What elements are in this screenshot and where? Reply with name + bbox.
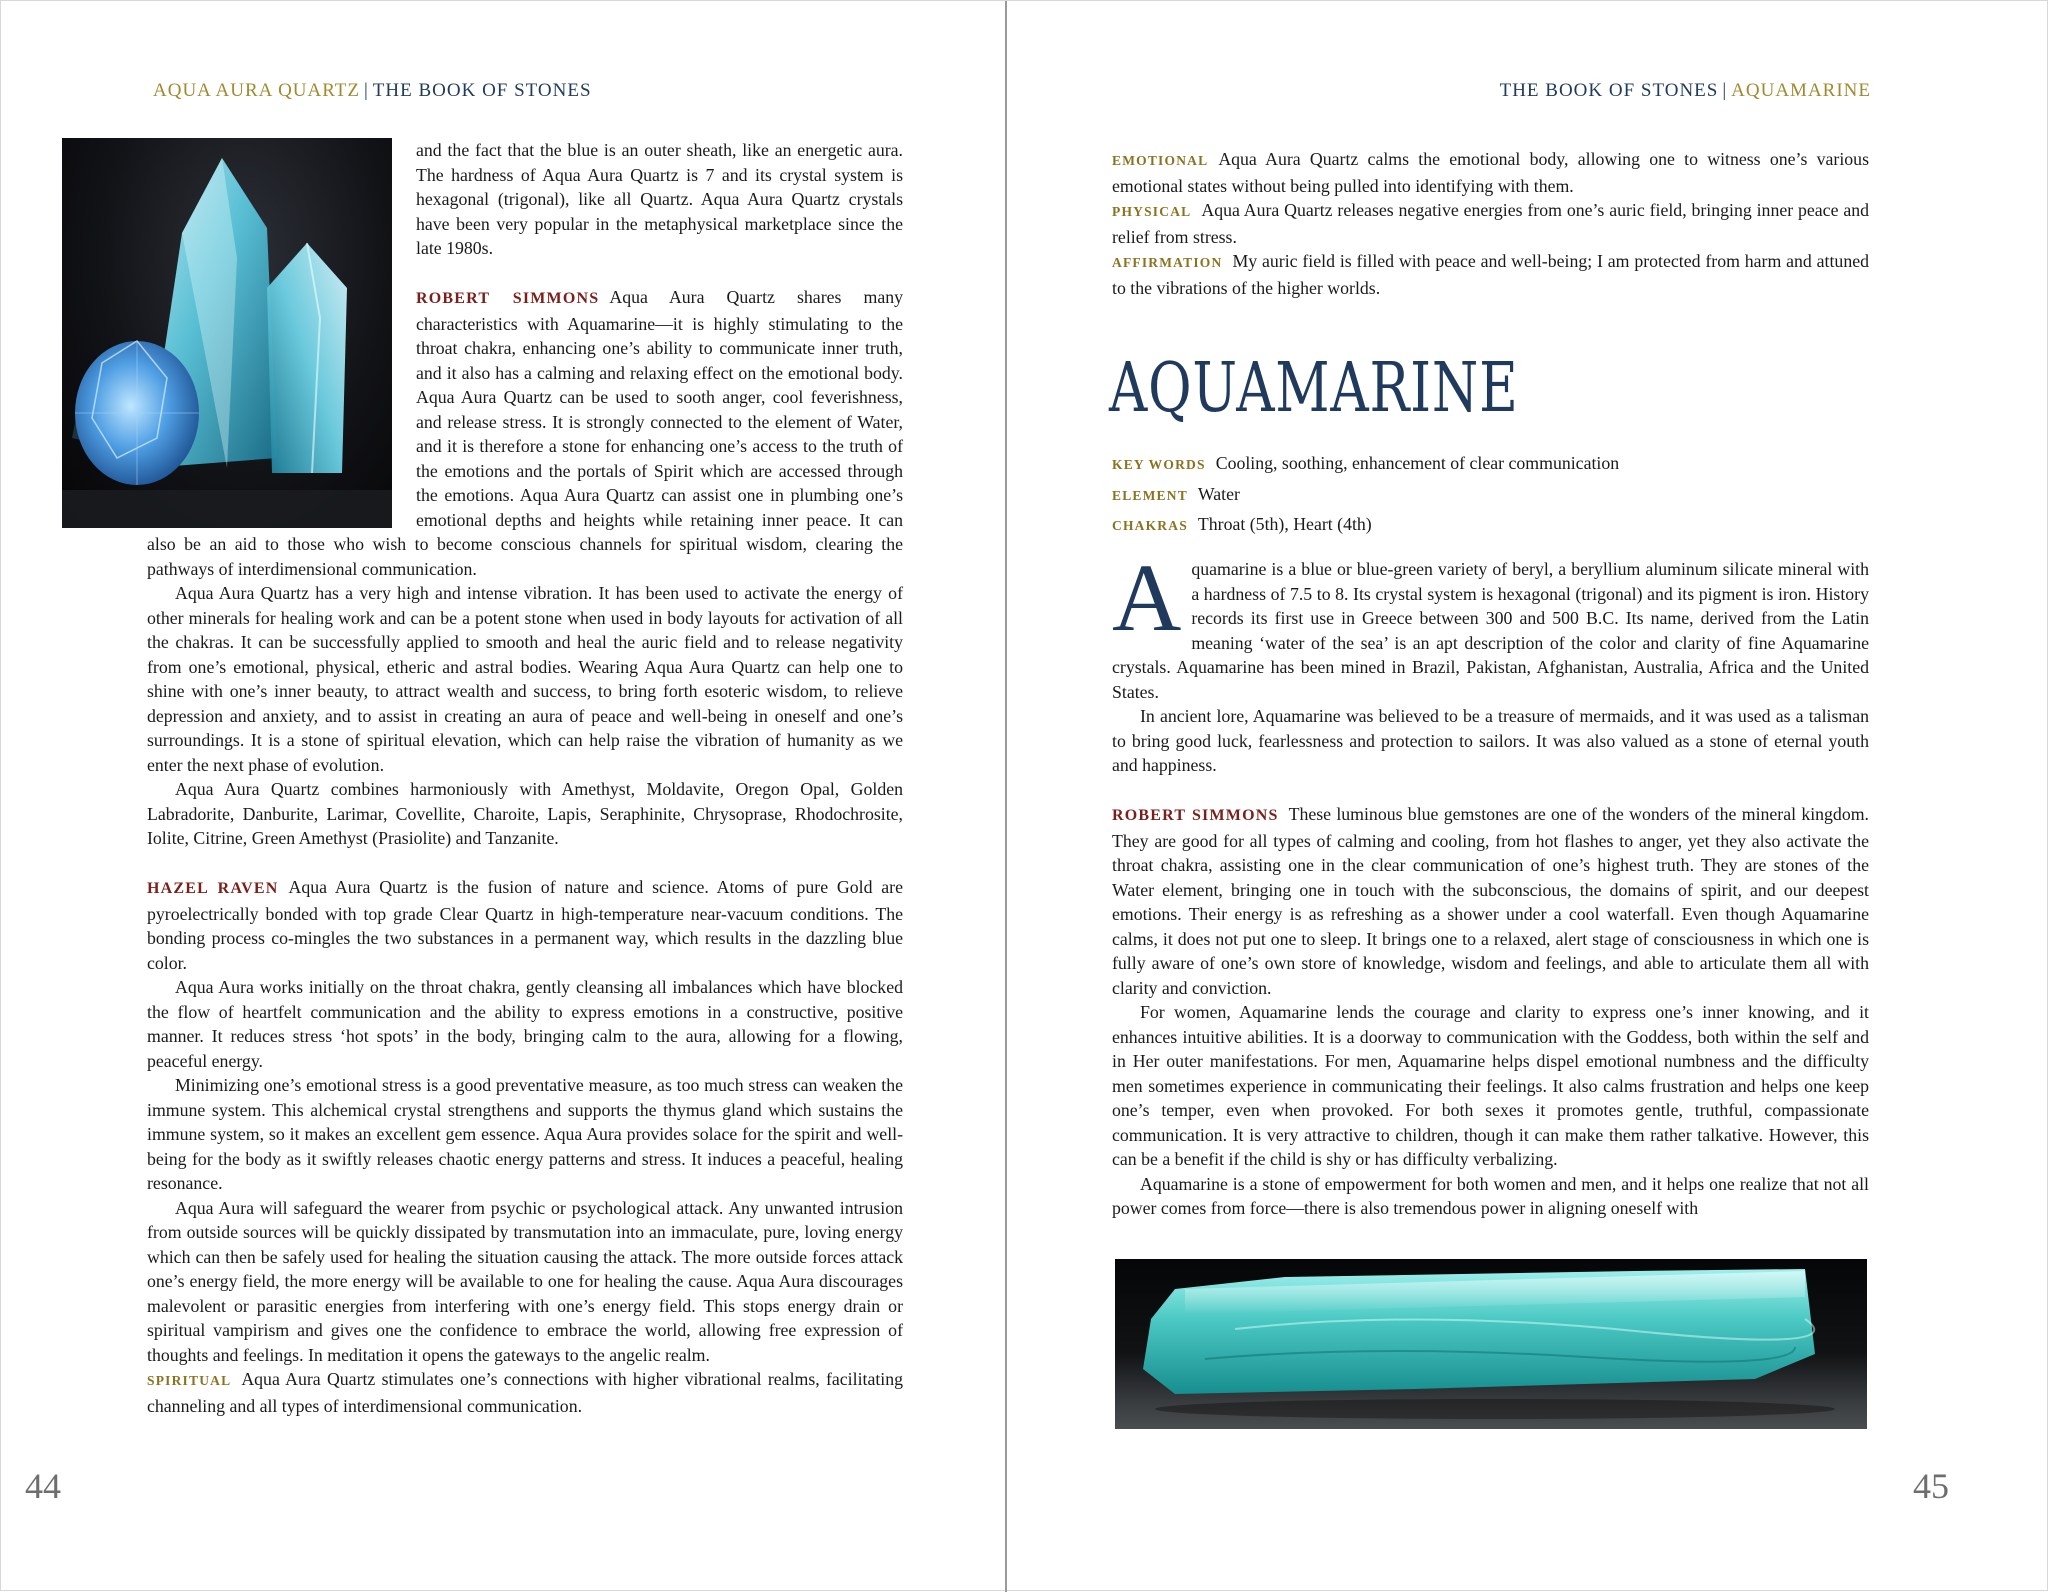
- robert-simmons-text-1: Aqua Aura Quartz shares many characteristics with Aquamarine—it is highly stimulating to the throat chakra, enhancing one’s ability to communicate inner truth, and it also has a calming and relaxing effect on the emotional body. Aqua Aura Quartz can be used to sooth anger, cool feverishness, and release stress. It is strongly connected to the element of Water, and it is therefore a stone for enhancing one’s access to the truth of the emotions and the portals of Spirit which are accessed through the emotions. Aqua Aura Quartz can assist one in plumbing one’s emotional depths and heights while retaining inner peace. It can also be an aid to those who wish to become conscious channels for spiritual wisdom, clearing the pathways of interdimensional communication.: [147, 287, 903, 579]
- aquamarine-robert-simmons-paragraph-1: [1112, 802, 1869, 1000]
- emotional-text: Aqua Aura Quartz calms the emotional body, allowing one to witness one’s various emotional states without being pulled into identifying with them.: [1112, 149, 1869, 196]
- speaker-hazel-raven: HAZEL RAVEN: [147, 880, 279, 897]
- label-chakras: CHAKRAS: [1112, 518, 1188, 533]
- affirmation-text: My auric field is filled with peace and well-being; I am protected from harm and attuned to the vibrations of the higher worlds.: [1112, 251, 1869, 298]
- hazel-raven-text-1: Aqua Aura Quartz is the fusion of nature and science. Atoms of pure Gold are pyroelectrically bonded with top grade Clear Quartz in high-temperature near-vacuum conditions. The bonding process co-mingles the two substances in a permanent way, which results in the dazzling blue color.: [147, 877, 903, 973]
- key-words-row: [1112, 449, 1619, 480]
- running-head-separator: |: [1722, 80, 1728, 101]
- aquamarine-intro-paragraph-1: [1112, 544, 1869, 704]
- aquamarine-intro-text-1: quamarine is a blue or blue-green variety of beryl, a beryllium aluminum silicate mineral with a hardness of 7.5 to 8. Its crystal system is hexagonal (trigonal) and its pigment is iron. History records its first use in Greece between 300 and 500 B.C. Its name, derived from the Latin meaning ‘water of the sea’ is an apt description of the color and clarity of fine Aquamarine crystals. Aquamarine has been mined in Brazil, Pakistan, Afghanistan, Australia, Africa and the United States.: [1112, 559, 1869, 702]
- label-spiritual: SPIRITUAL: [147, 1373, 232, 1388]
- hazel-raven-paragraph-3: Minimizing one’s emotional stress is a good preventative measure, as too much stress can weaken the immune system. This alchemical crystal strengthens and supports the thymus gland which sustains the immune system, so it makes an excellent gem essence. Aqua Aura provides solace for the spirit and well-being for the body as it swiftly releases chaotic energy patterns and stress. It induces a peaceful, healing resonance.: [147, 1075, 903, 1193]
- chakras-row: [1112, 510, 1619, 541]
- running-head-section: AQUAMARINE: [1731, 80, 1871, 101]
- aquamarine-body: [1112, 544, 1869, 1221]
- spiritual-paragraph: [147, 1367, 903, 1418]
- chakras-value: Throat (5th), Heart (4th): [1197, 514, 1372, 534]
- affirmation-paragraph: [1112, 249, 1869, 300]
- stone-key-facts: [1112, 449, 1619, 541]
- label-emotional: EMOTIONAL: [1112, 153, 1209, 168]
- robert-simmons-paragraph-2: Aqua Aura Quartz has a very high and intense vibration. It has been used to activate the energy of other minerals for healing work and can be a potent stone when used in body layouts for activation of all the chakras. It can be successfully applied to smooth and heal the auric field and to release negativity from one’s emotional, physical, etheric and astral bodies. Wearing Aqua Aura Quartz can help one to shine with one’s inner beauty, to attract wealth and success, to bring forth esoteric wisdom, to relieve depression and anxiety, and to assist in creating an aura of peace and well-being in oneself and one’s surroundings. It is a stone of spiritual elevation, which can help raise the vibration of humanity as we enter the next phase of evolution.: [147, 583, 903, 775]
- hazel-raven-paragraph-1: [147, 875, 903, 975]
- left-page: [1, 1, 1005, 1592]
- physical-paragraph: [1112, 198, 1869, 249]
- page-number-right: 45: [1913, 1466, 1949, 1506]
- running-head-separator: |: [363, 80, 369, 101]
- hazel-raven-paragraph-4: Aqua Aura will safeguard the wearer from psychic or psychological attack. Any unwanted intrusion from outside sources will be quickly dissipated by transmutation into an immaculate, pure, loving energy which can then be safely used for healing the situation causing the attack. The more outside forces attack one’s energy field, the more energy will be available to one for healing the cause. Aqua Aura discourages malevolent or parasitic energies from interfering with one’s energy field. This stops energy drain or spiritual vampirism and gives one the confidence to embrace the world, allowing free expression of thoughts and feelings. In meditation it opens the gateways to the angelic realm.: [147, 1197, 903, 1365]
- robert-simmons-paragraph-3: Aqua Aura Quartz combines harmoniously with Amethyst, Moldavite, Oregon Opal, Golden Labradorite, Danburite, Larimar, Covellite, Charoite, Lapis, Seraphinite, Chrysoprase, Rhodochrosite, Iolite, Citrine, Green Amethyst (Prasiolite) and Tanzanite.: [147, 779, 903, 848]
- physical-text: Aqua Aura Quartz releases negative energies from one’s auric field, bringing inner peace and relief from stress.: [1112, 200, 1869, 247]
- aquamarine-intro-paragraph-2: In ancient lore, Aquamarine was believed to be a treasure of mermaids, and it was used as a talisman to bring good luck, fearlessness and protection to sailors. It was also valued as a stone of eternal youth and happiness.: [1112, 706, 1869, 775]
- key-words-value: Cooling, soothing, enhancement of clear communication: [1215, 453, 1620, 473]
- running-head-section: AQUA AURA QUARTZ: [153, 80, 360, 101]
- aquamarine-robert-simmons-paragraph-2: For women, Aquamarine lends the courage and clarity to express one’s inner knowing, and it enhances intuitive abilities. It is a doorway to communication with the Goddess, both within the self and in Her outer manifestations. For men, Aquamarine helps dispel emotional numbness and the difficulty men sometimes experience in communicating their feelings. It also calms frustration and helps one keep one’s temper, even when provoked. For both sexes it promotes gentle, truthful, compassionate communication. It is very attractive to children, though it can make them rather talkative. However, this can be a benefit if the child is shy or has difficulty verbalizing.: [1112, 1002, 1869, 1169]
- running-head-book: THE BOOK OF STONES: [372, 80, 592, 101]
- label-key-words: KEY WORDS: [1112, 457, 1206, 472]
- speaker-robert-simmons: ROBERT SIMMONS: [416, 290, 600, 307]
- stone-title: AQUAMARINE: [1109, 349, 1519, 428]
- aqua-aura-properties: [1112, 147, 1869, 300]
- page-number-left: 44: [25, 1466, 61, 1506]
- element-value: Water: [1197, 483, 1240, 504]
- emotional-paragraph: [1112, 147, 1869, 198]
- aquamarine-crystal-photo: [1115, 1259, 1867, 1429]
- hazel-raven-paragraph-2: Aqua Aura works initially on the throat chakra, gently cleansing all imbalances which have blocked the flow of heartfelt communication and the ability to express emotions in a constructive, positive manner. It reduces stress ‘hot spots’ in the body, bringing calm to the aura, allowing for a flowing, peaceful energy.: [147, 977, 903, 1071]
- element-row: [1112, 480, 1619, 511]
- aquamarine-robert-simmons-text-1: These luminous blue gemstones are one of the wonders of the mineral kingdom. They are good for all types of calming and cooling, from hot flashes to anger, yet they also activate the throat chakra, assisting one in the clear communication of one’s highest truth. They are stones of the Water element, bringing one in touch with the subconscious, the domains of spirit, and our deepest emotions. Their energy is as refreshing as a shower under a cool waterfall. Even though Aquamarine calms, it does not put one to sleep. It brings one to a relaxed, alert stage of consciousness in which one is fully aware of one’s own store of knowledge, wisdom and feelings, and able to articulate them all with clarity and conviction.: [1112, 804, 1869, 998]
- aquamarine-robert-simmons-paragraph-3: Aquamarine is a stone of empowerment for both women and men, and it helps one realize that not all power comes from force—there is also tremendous power in aligning oneself with: [1112, 1173, 1869, 1218]
- left-column: [147, 138, 903, 1418]
- aqua-intro-paragraph: and the fact that the blue is an outer sheath, like an energetic aura. The hardness of Aqua Aura Quartz is 7 and its crystal system is hexagonal (trigonal), like all Quartz. Aqua Aura Quartz crystals have been very popular in the metaphysical marketplace since the late 1980s.: [416, 140, 903, 258]
- running-head-right: [1500, 80, 1871, 102]
- drop-cap: A: [1112, 544, 1182, 651]
- running-head-book: THE BOOK OF STONES: [1499, 80, 1719, 101]
- aqua-aura-quartz-photo: [62, 138, 392, 528]
- label-element: ELEMENT: [1112, 487, 1188, 503]
- speaker-robert-simmons-right: ROBERT SIMMONS: [1112, 807, 1279, 824]
- label-affirmation: AFFIRMATION: [1112, 255, 1223, 270]
- spiritual-text: Aqua Aura Quartz stimulates one’s connections with higher vibrational realms, facilitating channeling and all types of interdimensional communication.: [147, 1369, 903, 1416]
- label-physical: PHYSICAL: [1112, 204, 1192, 219]
- running-head-left: [153, 80, 592, 102]
